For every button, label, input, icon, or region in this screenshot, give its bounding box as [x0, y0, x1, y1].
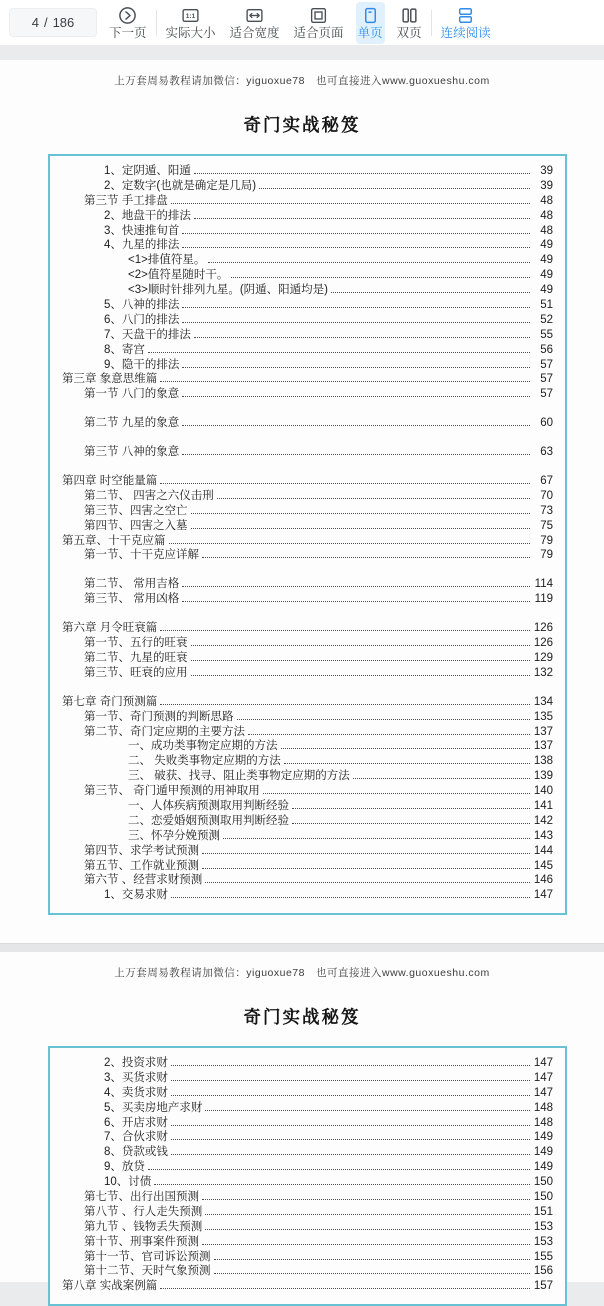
dot-leader — [182, 322, 530, 323]
fit-page-label: 适合页面 — [293, 25, 344, 40]
toc-entry — [56, 592, 553, 607]
page-header-text: 上万套周易教程请加微信：yiguoxue78 也可直接进入www.guoxueshu.com — [114, 75, 490, 87]
toc-entry-page: 150 — [533, 1191, 553, 1204]
total-pages-value: 186 — [52, 15, 75, 30]
dot-leader — [171, 1080, 530, 1081]
dot-leader — [292, 808, 530, 809]
dot-leader — [191, 513, 531, 514]
toc-box — [48, 1046, 567, 1306]
toc-entry-page: 141 — [533, 799, 553, 812]
dot-leader — [263, 793, 530, 794]
toc-entry-title: 第五节、工作就业预测 — [84, 859, 199, 872]
toc-entry-title: 7、合伙求财 — [104, 1131, 168, 1144]
toc-entry-title: 4、九星的排法 — [104, 239, 180, 252]
fit-page-icon — [309, 6, 328, 25]
dot-leader — [182, 601, 530, 602]
dot-leader — [182, 454, 530, 455]
toc-entry-title: 第三章 象意思维篇 — [62, 373, 158, 386]
next-page-label: 下一页 — [109, 25, 147, 40]
toc-entry-page: 51 — [540, 299, 553, 312]
toc-entry-page: 126 — [533, 637, 553, 650]
toc-entry — [56, 784, 553, 799]
toc-entry — [56, 328, 553, 343]
dot-leader — [194, 337, 530, 338]
toc-entry-page: 60 — [540, 417, 553, 430]
toc-entry — [56, 666, 553, 681]
dot-leader — [171, 203, 530, 204]
dot-leader — [214, 1273, 531, 1274]
toc-entry-page: 48 — [540, 209, 553, 222]
toc-blank-line — [56, 563, 553, 577]
toc-entry — [56, 1205, 553, 1220]
dot-leader — [217, 498, 530, 499]
toc-entry-title: 6、八门的排法 — [104, 313, 180, 326]
dot-leader — [259, 188, 530, 189]
toc-entry-title: 第七节、出行出国预测 — [84, 1191, 199, 1204]
toc-entry-page: 48 — [540, 224, 553, 237]
continuous-read-icon — [456, 6, 475, 25]
dot-leader — [202, 853, 530, 854]
double-page-button[interactable] — [395, 2, 424, 44]
dot-leader — [154, 1184, 530, 1185]
toc-entry — [56, 253, 553, 268]
toc-entry-page: 157 — [533, 1280, 553, 1293]
toc-entry-title: 1、交易求财 — [104, 889, 168, 902]
toc-entry-title: 第十二节、天时气象预测 — [84, 1265, 211, 1278]
toc-entry — [56, 577, 553, 592]
toc-entry-page: 49 — [540, 269, 553, 282]
dot-leader — [214, 1259, 531, 1260]
toc-entry — [56, 651, 553, 666]
toc-entry-page: 137 — [533, 740, 553, 753]
toc-entry-page: 126 — [533, 622, 553, 635]
toc-entry-title: 第三节、 常用凶格 — [84, 593, 180, 606]
toc-entry-page: 156 — [533, 1265, 553, 1278]
toc-entry-title: 第九节 、钱物丢失预测 — [84, 1220, 203, 1233]
toc-blank-line — [56, 431, 553, 445]
toc-entry-page: 49 — [540, 284, 553, 297]
dot-leader — [191, 675, 531, 676]
toc-entry — [56, 519, 553, 534]
toc-entry-page: 79 — [540, 534, 553, 547]
dot-leader — [202, 1244, 530, 1245]
toc-entry-title: 第二节、九星的旺衰 — [84, 651, 188, 664]
toc-entry-page: 153 — [533, 1220, 553, 1233]
toc-entry-title: 10、讨债 — [104, 1176, 152, 1189]
toc-entry-page: 146 — [533, 874, 553, 887]
toc-entry-page: 140 — [533, 785, 553, 798]
toc-entry-page: 149 — [533, 1146, 553, 1159]
toc-entry-page: 73 — [540, 504, 553, 517]
double-page-icon — [400, 6, 419, 25]
dot-leader — [281, 748, 531, 749]
toc-entry — [56, 859, 553, 874]
toc-entry-page: 147 — [533, 889, 553, 902]
toc-entry — [56, 1130, 553, 1145]
toc-entry-page: 149 — [533, 1131, 553, 1144]
toc-entry-title: 第六节 、经营求财预测 — [84, 874, 203, 887]
toc-entry-page: 145 — [533, 859, 553, 872]
toc-entry-title: 第一节、十干克应详解 — [84, 549, 199, 562]
toc-entry — [56, 621, 553, 636]
continuous-read-button[interactable] — [439, 2, 493, 44]
toc-entry — [56, 1264, 553, 1279]
toc-entry — [56, 238, 553, 253]
toc-entry — [56, 372, 553, 387]
toc-entry-page: 119 — [534, 593, 553, 606]
toc-entry — [56, 209, 553, 224]
toc-entry-title: 一、成功类事物定应期的方法 — [128, 740, 278, 753]
toc-entry-page: 138 — [533, 755, 553, 768]
toc-entry-page: 48 — [540, 194, 553, 207]
dot-leader — [160, 704, 530, 705]
toc-blank-line — [56, 681, 553, 695]
toc-entry-page: 114 — [534, 578, 553, 591]
toc-entry-title: 第三节、旺衰的应用 — [84, 666, 188, 679]
toc-entry-title: 第二节、奇门定应期的主要方法 — [84, 725, 245, 738]
toc-entry — [56, 888, 553, 903]
page-header-text: 上万套周易教程请加微信：yiguoxue78 也可直接进入www.guoxueshu.com — [114, 967, 490, 979]
dot-leader — [171, 1095, 530, 1096]
toc-blank-line — [56, 402, 553, 416]
toc-entry-title: <1>排值符星。 — [128, 254, 206, 267]
toc-entry-title: 第四节、求学考试预测 — [84, 844, 199, 857]
toc-entry-title: 二、恋爱婚姻预测取用判断经验 — [128, 814, 289, 827]
toc-entry-title: 第十节、刑事案件预测 — [84, 1235, 199, 1248]
toc-entry-title: 第四章 时空能量篇 — [62, 475, 158, 488]
fit-width-label: 适合宽度 — [229, 25, 280, 40]
dot-leader — [202, 868, 530, 869]
toc-entry-title: 2、投资求财 — [104, 1057, 168, 1069]
double-page-label: 双页 — [396, 25, 422, 40]
dot-leader — [237, 719, 531, 720]
dot-leader — [169, 543, 531, 544]
dot-leader — [182, 586, 530, 587]
toolbar-divider — [156, 10, 157, 36]
toc-entry-page: 155 — [533, 1250, 553, 1263]
toc-box — [48, 154, 567, 915]
toc-entry-page: 55 — [540, 328, 553, 341]
dot-leader — [331, 292, 530, 293]
dot-leader — [194, 173, 530, 174]
toc-entry — [56, 194, 553, 209]
toc-entry-title: 第一节 八门的象意 — [84, 388, 180, 401]
toc-entry-page: 147 — [533, 1057, 553, 1069]
toc-entry — [56, 710, 553, 725]
toc-entry — [56, 1235, 553, 1250]
toc-entry — [56, 224, 553, 239]
page-separator: / — [43, 15, 48, 30]
dot-leader — [202, 1199, 530, 1200]
toc-entry — [56, 298, 553, 313]
toc-entry-title: 第三节、四害之空亡 — [84, 504, 188, 517]
dot-leader — [205, 1110, 530, 1111]
toc-entry-page: 57 — [540, 388, 553, 401]
toc-entry — [56, 695, 553, 710]
toc-entry — [56, 358, 553, 373]
toc-entry-title: 5、买卖房地产求财 — [104, 1101, 203, 1114]
canvas-margin — [0, 46, 604, 60]
toc-entry-page: 149 — [533, 1161, 553, 1174]
toc-entry-page: 142 — [533, 814, 553, 827]
continuous-read-label: 连续阅读 — [440, 25, 491, 40]
toc-entry — [56, 268, 553, 283]
toc-entry-page: 79 — [540, 549, 553, 562]
toc-entry-page: 132 — [533, 666, 553, 679]
toc-entry-page: 144 — [533, 844, 553, 857]
dot-leader — [205, 882, 530, 883]
toc-entry-page: 148 — [533, 1101, 553, 1114]
next-page-icon — [118, 6, 137, 25]
dot-leader — [160, 483, 530, 484]
toc-entry-page: 147 — [533, 1086, 553, 1099]
dot-leader — [171, 897, 530, 898]
toc-entry-page: 139 — [533, 770, 553, 783]
dot-leader — [284, 763, 530, 764]
toc-entry-page: 143 — [533, 829, 553, 842]
toc-entry-title: 二、 失败类事物定应期的方法 — [128, 755, 281, 768]
toc-entry — [56, 1250, 553, 1265]
toc-entry — [56, 1086, 553, 1101]
toc-entry — [56, 725, 553, 740]
dot-leader — [202, 557, 530, 558]
toc-entry-page: 56 — [540, 343, 553, 356]
toc-blank-line — [56, 460, 553, 474]
toc-entry-title: 第二节、 四害之六仪击刑 — [84, 489, 214, 502]
toc-entry-title: 2、地盘干的排法 — [104, 209, 191, 222]
dot-leader — [223, 838, 530, 839]
toc-entry-title: 1、定阴遁、阳遁 — [104, 165, 191, 177]
fit-width-button[interactable] — [228, 2, 282, 44]
toc-entry-page: 129 — [533, 651, 553, 664]
dot-leader — [182, 307, 530, 308]
toc-entry-page: 150 — [533, 1176, 553, 1189]
toc-entry-page: 151 — [533, 1205, 553, 1218]
toc-entry-page: 153 — [533, 1235, 553, 1248]
toc-entry-title: 一、人体疾病预测取用判断经验 — [128, 799, 289, 812]
toc-entry — [56, 1116, 553, 1131]
dot-leader — [148, 352, 530, 353]
toc-entry-page: 57 — [540, 358, 553, 371]
dot-leader — [353, 778, 530, 779]
toc-entry — [56, 769, 553, 784]
single-page-button[interactable] — [356, 2, 385, 44]
toc-entry — [56, 489, 553, 504]
document-canvas[interactable] — [0, 46, 604, 1293]
dot-leader — [171, 1154, 530, 1155]
dot-leader — [205, 1214, 530, 1215]
toc-entry-page: 137 — [533, 725, 553, 738]
page-gap — [0, 943, 604, 952]
toc-entry-page: 52 — [540, 313, 553, 326]
single-page-icon — [361, 6, 380, 25]
toc-entry-title: 第二节 九星的象意 — [84, 417, 180, 430]
next-page-button[interactable] — [107, 2, 149, 44]
pdf-page-5 — [0, 952, 604, 1293]
viewer-toolbar — [0, 0, 604, 46]
dot-leader — [182, 367, 530, 368]
toc-entry — [56, 844, 553, 859]
dot-leader — [205, 1229, 530, 1230]
toc-entry — [56, 504, 553, 519]
toc-entry-title: 三、 破获、找寻、阻止类事物定应期的方法 — [128, 770, 350, 783]
toc-entry — [56, 739, 553, 754]
dot-leader — [160, 1288, 530, 1289]
toc-entry-title: 3、买货求财 — [104, 1071, 168, 1084]
toc-entry-page: 57 — [540, 373, 553, 386]
page-number-input[interactable] — [9, 8, 97, 37]
toc-entry — [56, 474, 553, 489]
toc-entry-page: 39 — [540, 179, 553, 192]
dot-leader — [191, 645, 531, 646]
toc-entry-title: 第二节、 常用吉格 — [84, 578, 180, 591]
toc-entry-title: 第四节、四害之入墓 — [84, 519, 188, 532]
toc-entry — [56, 1145, 553, 1160]
toc-entry — [56, 1175, 553, 1190]
toc-entry — [56, 1190, 553, 1205]
toc-entry-title: 三、怀孕分娩预测 — [128, 829, 220, 842]
toc-entry-page: 67 — [540, 475, 553, 488]
dot-leader — [171, 1125, 530, 1126]
fit-width-icon — [245, 6, 264, 25]
toc-entry-title: 7、天盘干的排法 — [104, 328, 191, 341]
toc-entry — [56, 1056, 553, 1071]
actual-size-icon — [181, 6, 200, 25]
book-title: 奇门实战秘笈 — [243, 115, 361, 135]
dot-leader — [171, 1065, 530, 1066]
toc-entry-title: <2>值符星随时干。 — [128, 269, 229, 282]
actual-size-button[interactable] — [164, 2, 218, 44]
toc-blank-line — [56, 607, 553, 621]
toc-entry — [56, 548, 553, 563]
book-title: 奇门实战秘笈 — [243, 1007, 361, 1027]
toc-entry-title: 第三节、 奇门遁甲预测的用神取用 — [84, 785, 260, 798]
toc-entry-title: 4、卖货求财 — [104, 1086, 168, 1099]
dot-leader — [160, 381, 530, 382]
toc-entry — [56, 283, 553, 298]
toc-entry — [56, 1220, 553, 1235]
dot-leader — [191, 660, 531, 661]
toc-entry-title: 第三节 八神的象意 — [84, 446, 180, 459]
toc-entry-title: 第七章 奇门预测篇 — [62, 695, 158, 708]
toc-entry-page: 75 — [540, 519, 553, 532]
toc-entry-title: 第一节、奇门预测的判断思路 — [84, 710, 234, 723]
toc-entry-title: 3、快速推旬首 — [104, 224, 180, 237]
dot-leader — [148, 1169, 530, 1170]
actual-size-label: 实际大小 — [165, 25, 216, 40]
toc-entry-title: 5、八神的排法 — [104, 299, 180, 312]
toc-entry-page: 70 — [540, 489, 553, 502]
toc-entry-title: 第八节 、行人走失预测 — [84, 1205, 203, 1218]
dot-leader — [194, 218, 530, 219]
single-page-label: 单页 — [357, 25, 383, 40]
toc-entry — [56, 873, 553, 888]
dot-leader — [191, 528, 531, 529]
toc-entry-title: 第五章、十干克应篇 — [62, 534, 166, 547]
toc-entry-page: 63 — [540, 446, 553, 459]
toc-entry-page: 49 — [540, 254, 553, 267]
current-page-value[interactable]: 4 — [31, 15, 39, 30]
pdf-page-4 — [0, 60, 604, 943]
toc-entry — [56, 636, 553, 651]
toc-entry-title: 第八章 实战案例篇 — [62, 1280, 158, 1293]
toc-entry — [56, 1160, 553, 1175]
toc-entry-title: 第三节 手工排盘 — [84, 194, 168, 207]
toc-entry-title: 8、贷款或钱 — [104, 1146, 168, 1159]
toc-entry-title: 第六章 月令旺衰篇 — [62, 622, 158, 635]
dot-leader — [208, 262, 530, 263]
dot-leader — [182, 247, 530, 248]
toc-entry-page: 134 — [533, 695, 553, 708]
toc-entry-title: 9、隐干的排法 — [104, 358, 180, 371]
toc-entry-title: <3>顺时针排列九星。(阴遁、阳遁均是) — [128, 284, 328, 297]
toc-entry — [56, 179, 553, 194]
toc-entry — [56, 814, 553, 829]
dot-leader — [171, 1139, 530, 1140]
toolbar-divider — [431, 10, 432, 36]
toc-entry-title: 2、定数字(也就是确定是几局) — [104, 179, 257, 192]
toc-entry — [56, 1101, 553, 1116]
dot-leader — [182, 233, 530, 234]
toc-entry — [56, 534, 553, 549]
toc-entry — [56, 313, 553, 328]
toc-entry-page: 39 — [540, 165, 553, 177]
toc-entry-page: 135 — [533, 710, 553, 723]
toc-entry-title: 8、寄宫 — [104, 343, 145, 356]
toc-entry — [56, 799, 553, 814]
toc-entry — [56, 343, 553, 358]
toc-entry — [56, 829, 553, 844]
dot-leader — [248, 734, 530, 735]
toc-entry — [56, 1071, 553, 1086]
toc-entry-title: 6、开店求财 — [104, 1116, 168, 1129]
dot-leader — [292, 823, 530, 824]
svg-text:1:1: 1:1 — [185, 12, 196, 20]
dot-leader — [160, 630, 530, 631]
toc-entry-title: 9、放贷 — [104, 1161, 145, 1174]
toc-entry-page: 148 — [533, 1116, 553, 1129]
dot-leader — [182, 396, 530, 397]
toc-entry — [56, 754, 553, 769]
toc-entry — [56, 387, 553, 402]
dot-leader — [182, 425, 530, 426]
toc-entry-page: 49 — [540, 239, 553, 252]
toc-entry-title: 第十一节、官司诉讼预测 — [84, 1250, 211, 1263]
fit-page-button[interactable] — [292, 2, 346, 44]
toc-entry-page: 147 — [533, 1071, 553, 1084]
toc-entry — [56, 445, 553, 460]
toc-entry-title: 第一节、五行的旺衰 — [84, 637, 188, 650]
dot-leader — [231, 277, 530, 278]
toc-entry — [56, 164, 553, 179]
toc-entry — [56, 416, 553, 431]
